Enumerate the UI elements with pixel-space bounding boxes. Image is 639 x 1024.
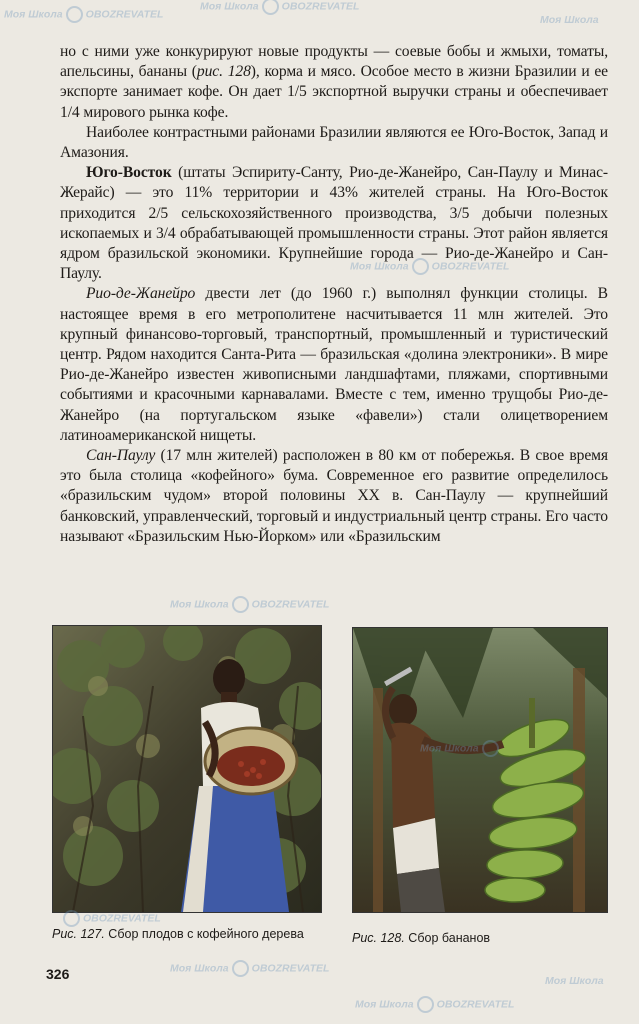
watermark-logo-icon [66,6,83,23]
coffee-harvest-photo [52,625,322,913]
term-rio: Рио-де-Жанейро [86,285,196,303]
figure-reference[interactable]: рис. 128 [196,63,251,81]
watermark-logo-icon [232,596,249,613]
figure-128-caption: Рис. 128. Сбор бананов [352,931,491,945]
watermark: Моя Школа OBOZREVATEL [170,960,329,977]
watermark-logo-icon [417,996,434,1013]
figure-number: Рис. 127. [52,927,105,941]
watermark: Моя Школа OBOZREVATEL [350,258,509,275]
term-sao-paulo: Сан-Паулу [86,447,156,465]
watermark-logo-icon [232,960,249,977]
watermark: Моя Школа [540,14,599,26]
watermark: OBOZREVATEL [60,910,161,927]
watermark: Моя Школа OBOZREVATEL [200,0,359,15]
watermark-logo-icon [262,0,279,15]
paragraph-rio: Рио-де-Жанейро двести лет (до 1960 г.) выполнял функции столицы. В настоящее время в его метрополитене насчитывается 11 млн жителей. Это крупный финансово-торговый, транспортный, промышленный и туристический центр. Рядом находится Санта-Рита — бразильская «долина электроники». В мире Рио-де-Жанейро известен живописными ландшафтами, пляжами, спортивными событиями и красочными карнавалами. Вместе с тем, именно трущобы Рио-де-Жанейро (на португальском языке «фавели») стали олицетворением латиноамериканской нищеты. [60,285,608,444]
watermark: Моя Школа OBOZREVATEL [355,996,514,1013]
watermark: Моя Школа OBOZREVATEL [4,6,163,23]
watermark: Моя Школа OBOZREVATEL [170,596,329,613]
paragraph-regions: Наиболее контрастными районами Бразилии являются ее Юго-Восток, Запад и Амазония. [60,123,608,162]
paragraph-exports: но с ними уже конкурируют новые продукты — соевые бобы и жмыхи, томаты, апельсины, бананы (рис. 128), корма и мясо. Особое место в жизни Бразилии и ее экспорте занимает кофе. Он дает 1/5 экспортной выручки страны и обеспечивает 1/4 мирового рынка кофе. [60,43,608,121]
figure-number: Рис. 128. [352,931,405,945]
paragraph-sao-paulo: Сан-Паулу (17 млн жителей) расположен в 80 км от побережья. В свое время это была столица «кофейного» бума. Современное его развитие определилось «бразильским чудом» второй половины XX в. Сан-Паулу — крупнейший банковский, управленческий, торговый и индустриальный центр страны. Его часто называют «Бразильским Нью-Йорком» или «Бразильским [60,447,608,545]
watermark: Моя Школа [545,975,604,987]
figure-127-caption: Рис. 127. Сбор плодов с кофейного дерева [52,927,304,941]
page-number: 326 [46,966,70,982]
paragraph-southeast: Юго-Восток (штаты Эспириту-Санту, Рио-де-Жанейро, Сан-Паулу и Минас-Жерайс) — это 11% территории и 43% жителей страны. На Юго-Восток приходится 2/5 сельскохозяйственного производства, 3/5 добычи полезных ископаемых и 3/4 обрабатывающей промышленности страны. Этот район является ядром бразильской экономики. Крупнейшие города — Рио-де-Жанейро и Сан-Паулу. [60,164,608,283]
banana-harvest-photo [352,627,608,913]
body-text [60,42,608,547]
term-southeast: Юго-Восток [86,164,172,182]
watermark: Моя Школа [420,740,502,757]
